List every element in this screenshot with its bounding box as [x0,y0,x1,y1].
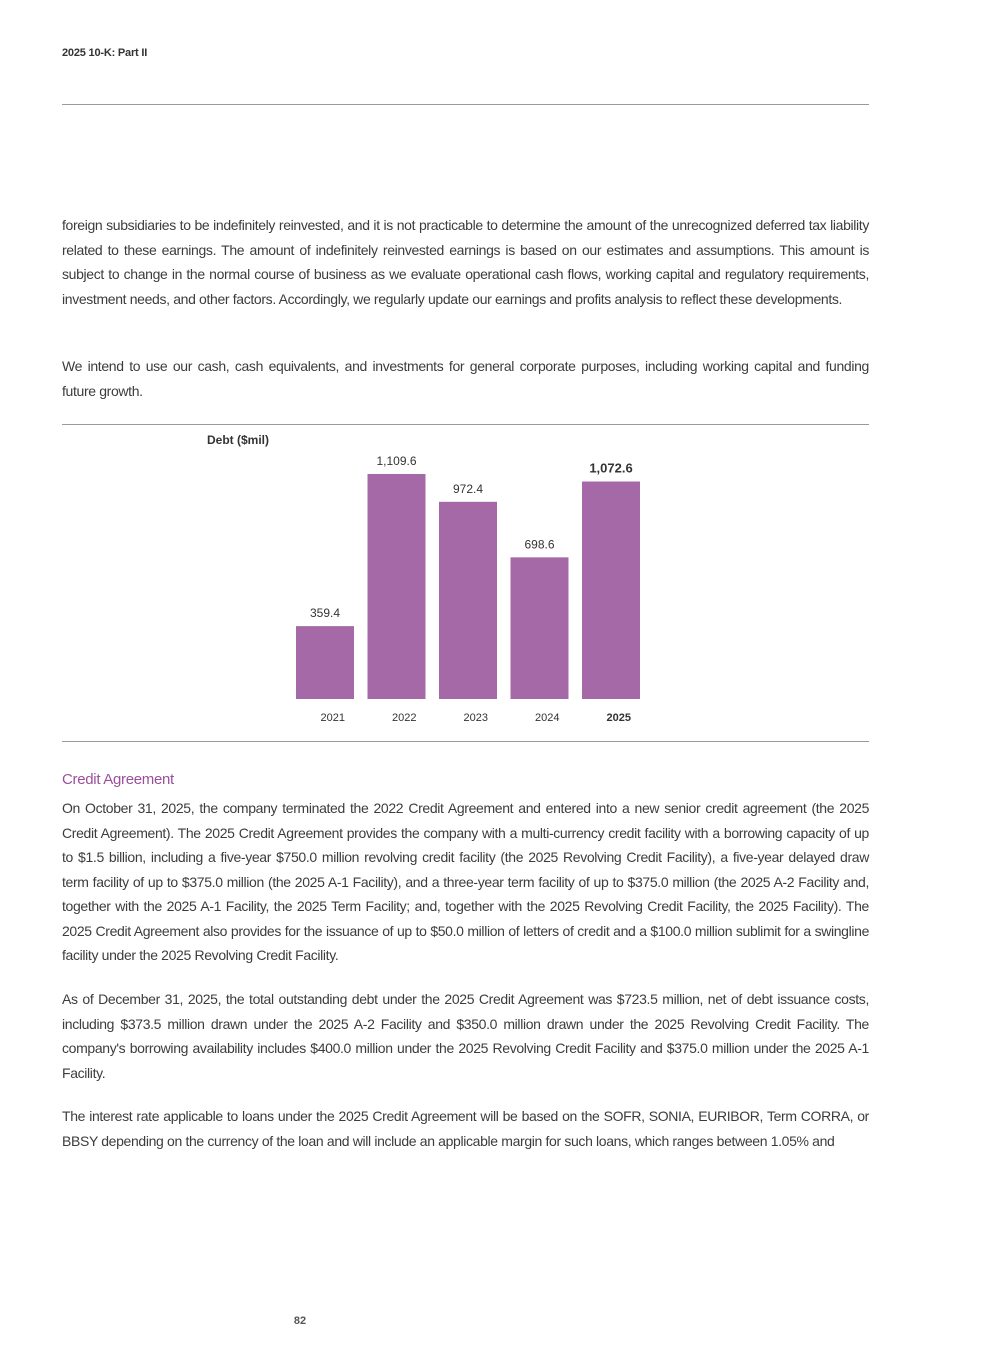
x-tick-2025: 2025 [606,712,631,724]
paragraph-credit-agreement: On October 31, 2025, the company terminated the 2022 Credit Agreement and entered into a new senior credit agreement (the 2025 Credit Agreement). The 2025 Credit Agreement provides the company with a multi-currency credit facility with a borrowing capacity of up to $1.5 billion, including a five-year $750.0 million revolving credit facility (the 2025 Revolving Credit Facility), a five-year delayed draw term facility of up to $375.0 million (the 2025 A-1 Facility), and a three-year term facility of up to $375.0 million (the 2025 A-2 Facility and, together with the 2025 A-1 Facility, the 2025 Term Facility; and, together with the 2025 Revolving Credit Facility, the 2025 Facility). The 2025 Credit Agreement also provides for the issuance of up to $50.0 million of letters of credit and a $100.0 million sublimit for a swingline facility under the 2025 Revolving Credit Facility. [62,800,869,963]
value-label-2024: 698.6 [524,537,555,552]
paragraph-cash-use: We intend to use our cash, cash equivalents, and investments for general corporate purposes, including working capital and funding future growth. [62,358,869,399]
value-label-2023: 972.4 [452,481,484,496]
bar-2024 [511,557,569,699]
chart-title: Debt ($mil) [207,433,270,447]
x-tick-2024: 2024 [535,712,560,724]
bar-2025 [582,482,640,699]
paragraph-interest-rate: The interest rate applicable to loans under the 2025 Credit Agreement will be based on the SOFR, SONIA, EURIBOR, Term CORRA, or BBSY depending on the currency of the loan and will include an applicable margin for such loans, which ranges between 1.05% and [62,1108,869,1149]
debt-bar-chart [0,426,993,742]
value-label-2025: 1,072.6 [589,460,633,476]
page-number: 82 [293,1315,307,1327]
bar-2021 [296,626,354,699]
bars-layer [296,454,640,724]
chart-bottom-divider [62,741,869,742]
paragraph-reinvested-earnings: foreign subsidiaries to be indefinitely reinvested, and it is not practicable to determine the amount of the unrecognized deferred tax liability related to these earnings. The amount of indefinitely reinvested earnings is based on our estimates and assumptions. This amount is subject to change in the normal course of business as we evaluate operational cash flows, working capital and regulatory requirements, investment needs, and other factors. Accordingly, we regularly update our earnings and profits analysis to reflect these developments. [62,217,869,307]
chart-top-divider [62,424,869,425]
header-divider [62,104,869,105]
x-tick-2022: 2022 [392,712,417,724]
x-tick-2023: 2023 [463,712,488,724]
bar-2023 [439,502,497,699]
running-header: 2025 10-K: Part II [62,47,148,59]
value-label-2022: 1,109.6 [376,454,417,468]
credit-agreement-heading: Credit Agreement [62,771,174,788]
bar-2022 [368,474,426,699]
paragraph-outstanding-debt: As of December 31, 2025, the total outstanding debt under the 2025 Credit Agreement was $723.5 million, net of debt issuance costs, including $373.5 million drawn under the 2025 A-2 Facility and $350.0 million drawn under the 2025 Revolving Credit Facility. The company's borrowing availability includes $400.0 million under the 2025 Revolving Credit Facility and $375.0 million under the 2025 A-1 Facility. [62,991,869,1081]
x-tick-2021: 2021 [320,712,345,724]
value-label-2021: 359.4 [309,606,341,621]
